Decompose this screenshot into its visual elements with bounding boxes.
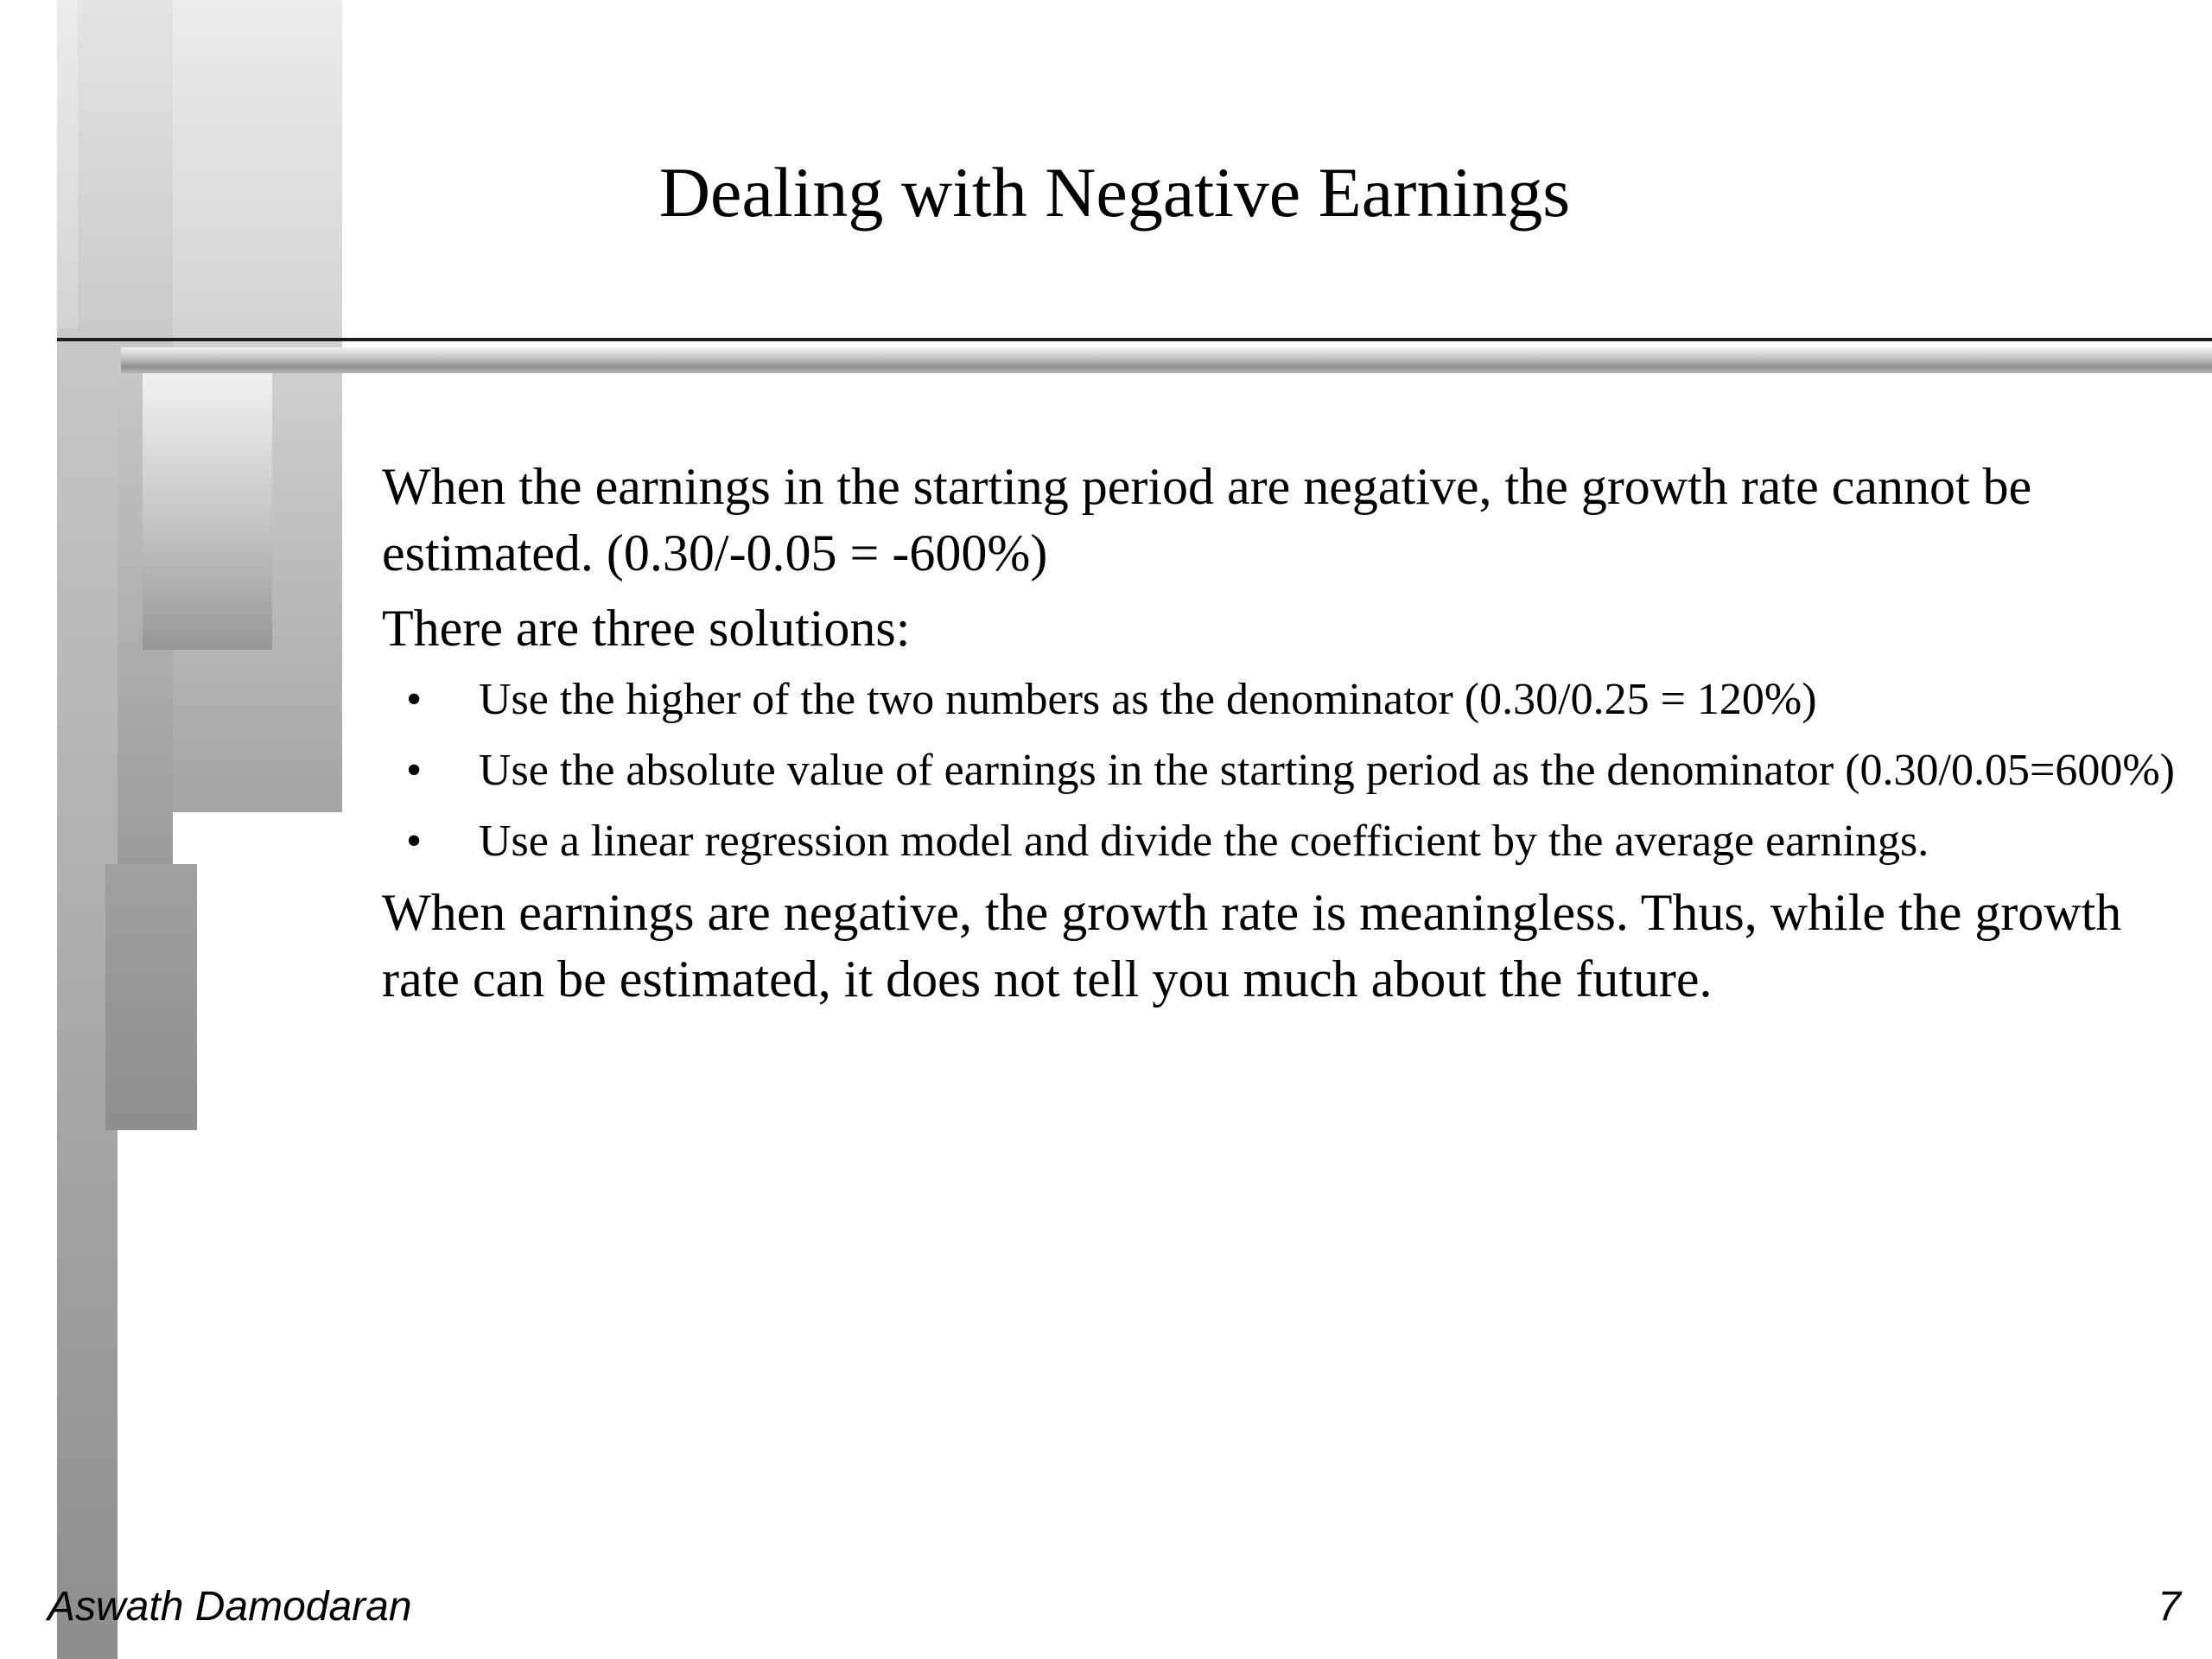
list-item-text: Use a linear regression model and divide the coefficient by the average earnings.	[479, 817, 1929, 866]
footer-author: Aswath Damodaran	[48, 1584, 412, 1630]
bullet-icon: •	[406, 817, 423, 866]
list-item	[382, 741, 2179, 800]
list-item-text: Use the higher of the two numbers as the denominator (0.30/0.25 = 120%)	[479, 675, 1817, 724]
page-number: 7	[2158, 1584, 2181, 1630]
bullet-icon: •	[406, 675, 423, 724]
solutions-list	[382, 671, 2179, 871]
bullet-icon: •	[406, 746, 423, 795]
body-paragraph: When earnings are negative, the growth rate is meaningless. Thus, while the growth rate can be estimated, it does not tell you much about the future.	[382, 884, 2122, 1007]
decorative-gray-bar	[105, 864, 197, 1130]
body-paragraph: When the earnings in the starting period are negative, the growth rate cannot be estimated. (0.30/-0.05 = -600%)	[382, 458, 2032, 582]
title-divider-line	[57, 338, 2212, 341]
decorative-gray-bar	[143, 372, 272, 650]
list-item	[382, 812, 2179, 871]
list-item-text: Use the absolute value of earnings in the starting period as the denominator (0.30/0.05=600%)	[479, 746, 2175, 795]
body-paragraph: There are three solutions:	[382, 600, 911, 657]
slide-title: Dealing with Negative Earnings	[658, 153, 1571, 232]
title-divider-bar	[121, 347, 2212, 373]
list-item	[382, 671, 2179, 729]
slide-body	[382, 454, 2179, 1021]
